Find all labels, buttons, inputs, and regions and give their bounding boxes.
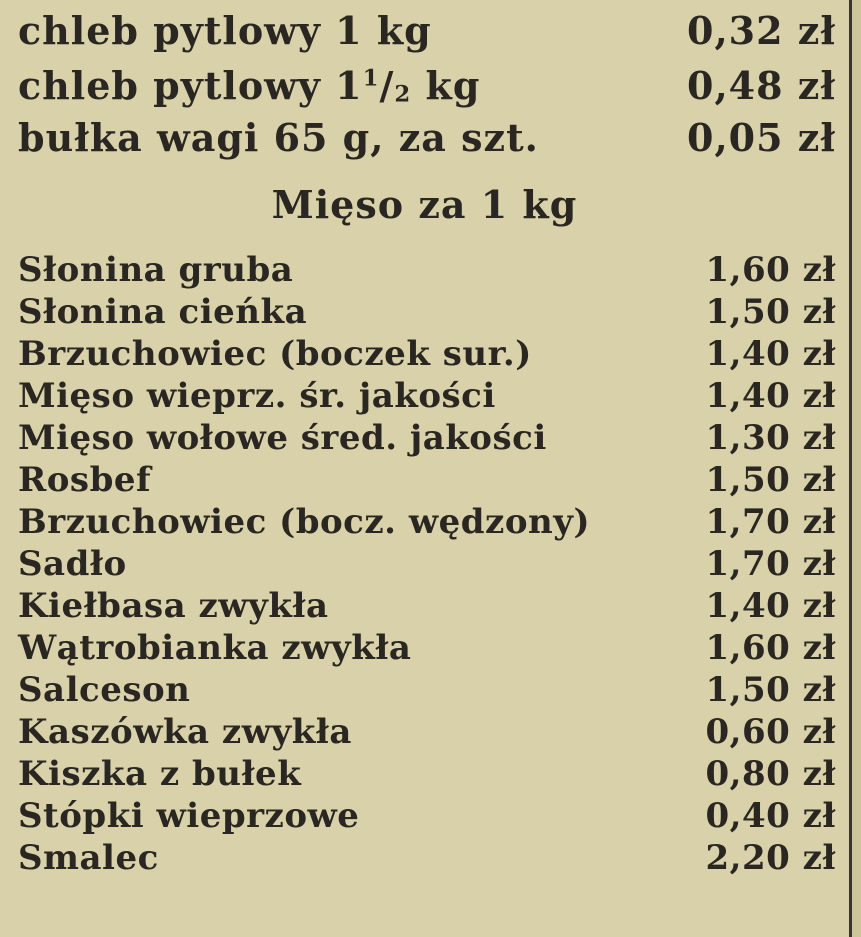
price-row-meat: [18, 544, 836, 584]
item-price: 0,48 zł: [687, 63, 836, 108]
item-price: 0,60 zł: [705, 712, 836, 752]
item-price: 1,30 zł: [705, 418, 836, 458]
item-name: Kaszówka zwykła: [18, 712, 352, 752]
price-row-meat: [18, 628, 836, 668]
item-price: 1,70 zł: [705, 502, 836, 542]
price-row-meat: [18, 460, 836, 500]
item-price: 1,70 zł: [705, 544, 836, 584]
item-name: Kiszka z bułek: [18, 754, 302, 794]
item-price: 1,60 zł: [705, 628, 836, 668]
item-name: chleb pytlowy $1^1/_2$ kg: [18, 63, 481, 108]
price-row-meat: [18, 670, 836, 710]
item-name: Wątrobianka zwykła: [18, 628, 412, 668]
item-name: Smalec: [18, 838, 159, 878]
price-row-meat: [18, 502, 836, 542]
item-price: 1,40 zł: [705, 376, 836, 416]
item-price: 1,60 zł: [705, 250, 836, 290]
item-name: Rosbef: [18, 460, 152, 500]
price-row-meat: [18, 712, 836, 752]
item-name: Sadło: [18, 544, 127, 584]
price-row-bread-1-5kg: [18, 63, 836, 108]
section-heading-meat: Mięso za 1 kg: [271, 182, 578, 227]
item-name: Brzuchowiec (boczek sur.): [18, 334, 532, 374]
item-price: 1,50 zł: [705, 460, 836, 500]
item-name: Brzuchowiec (bocz. wędzony): [18, 502, 591, 542]
item-name: Stópki wieprzowe: [18, 796, 360, 836]
item-name: Kiełbasa zwykła: [18, 586, 329, 626]
item-price: 0,05 zł: [687, 115, 836, 160]
item-name: chleb pytlowy 1 kg: [18, 8, 432, 53]
item-price: 0,40 zł: [705, 796, 836, 836]
item-price: 1,40 zł: [705, 586, 836, 626]
price-row-meat: [18, 838, 836, 878]
item-name: Salceson: [18, 670, 191, 710]
price-row-roll: [18, 115, 836, 160]
price-row-meat: [18, 586, 836, 626]
item-name: bułka wagi 65 g, za szt.: [18, 115, 539, 160]
item-name: Mięso wieprz. śr. jakości: [18, 376, 496, 416]
price-row-meat: [18, 250, 836, 290]
price-row-meat: [18, 754, 836, 794]
item-price: 2,20 zł: [705, 838, 836, 878]
item-price: 0,32 zł: [687, 8, 836, 53]
item-price: 1,40 zł: [705, 334, 836, 374]
item-price: 1,50 zł: [705, 670, 836, 710]
item-name: Słonina cieńka: [18, 292, 308, 332]
price-row-bread-1kg: [18, 8, 836, 53]
item-name: Mięso wołowe śred. jakości: [18, 418, 547, 458]
price-row-meat: [18, 292, 836, 332]
price-row-meat: [18, 334, 836, 374]
item-name: Słonina gruba: [18, 250, 294, 290]
price-row-meat: [18, 418, 836, 458]
price-row-meat: [18, 796, 836, 836]
price-row-meat: [18, 376, 836, 416]
item-price: 1,50 zł: [705, 292, 836, 332]
page-edge: [852, 0, 861, 937]
item-price: 0,80 zł: [705, 754, 836, 794]
